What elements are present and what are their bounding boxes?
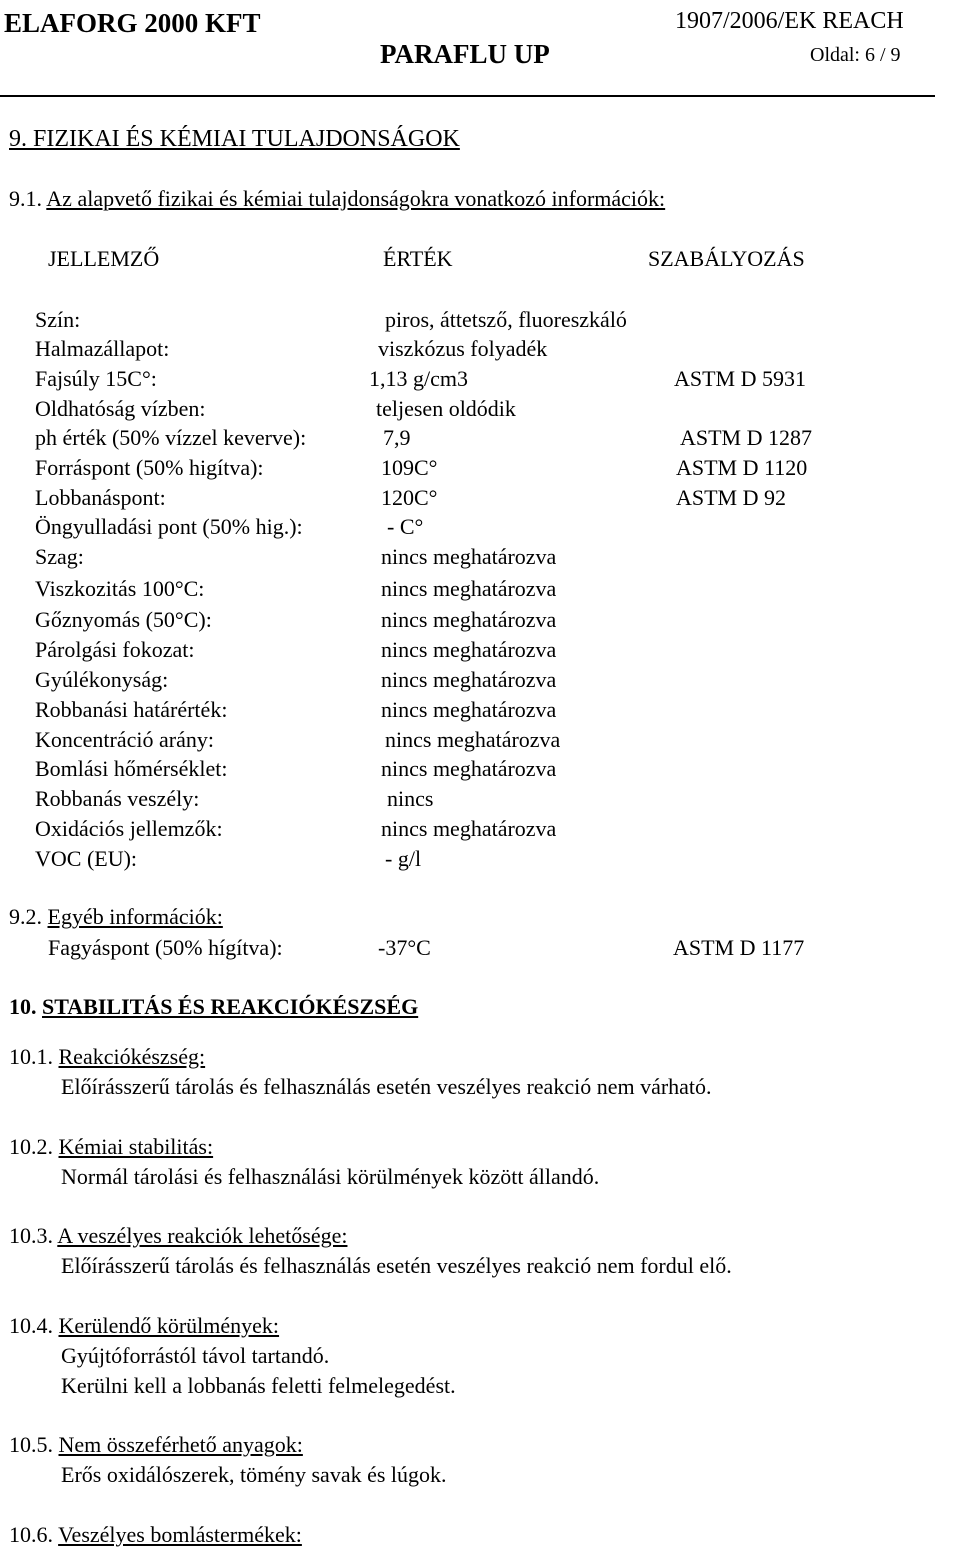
row-label: Szag: xyxy=(35,544,84,569)
subsection-10-6 xyxy=(9,1522,302,1548)
row-value: - g/l xyxy=(385,846,422,871)
freezing-point-value: -37°C xyxy=(378,935,431,960)
subsection-number: 10.1. xyxy=(9,1044,59,1069)
subsection-number: 10.5. xyxy=(9,1432,59,1457)
row-label: Szín: xyxy=(35,307,81,332)
row-label: VOC (EU): xyxy=(35,846,138,871)
row-value: nincs meghatározva xyxy=(381,697,557,722)
row-value: nincs meghatározva xyxy=(381,607,557,632)
row-value: piros, áttetsző, fluoreszkáló xyxy=(385,307,627,332)
row-value: nincs xyxy=(387,786,434,811)
row-label: Párolgási fokozat: xyxy=(35,637,195,662)
subsection-9-2-title: Egyéb információk: xyxy=(47,904,223,929)
row-label: Robbanás veszély: xyxy=(35,786,200,811)
row-label: ph érték (50% vízzel keverve): xyxy=(35,425,307,450)
subsection-number: 10.6. xyxy=(9,1522,59,1547)
row-regulation: ASTM D 1120 xyxy=(676,455,808,480)
section-10-heading: STABILITÁS ÉS REAKCIÓKÉSZSÉG xyxy=(42,994,419,1019)
subsection-title: Nem összeférhető anyagok: xyxy=(58,1432,303,1457)
subsection-text: Erős oxidálószerek, tömény savak és lúgok. xyxy=(61,1462,447,1487)
column-header-property: JELLEMZŐ xyxy=(48,246,160,271)
row-label: Öngyulladási pont (50% hig.): xyxy=(35,514,303,539)
row-label: Robbanási határérték: xyxy=(35,697,228,722)
row-regulation: ASTM D 92 xyxy=(676,485,787,510)
row-value: - C° xyxy=(387,514,424,539)
column-header-value: ÉRTÉK xyxy=(383,246,453,271)
row-label: Oxidációs jellemzők: xyxy=(35,816,223,841)
section-9-title: 9. FIZIKAI ÉS KÉMIAI TULAJDONSÁGOK xyxy=(9,126,460,152)
row-label: Forráspont (50% higítva): xyxy=(35,455,264,480)
subsection-9-1-number: 9.1. xyxy=(9,186,47,211)
row-value: viszkózus folyadék xyxy=(378,336,548,361)
row-label: Bomlási hőmérséklet: xyxy=(35,756,228,781)
row-value: nincs meghatározva xyxy=(381,756,557,781)
subsection-text: Előírásszerű tárolás és felhasználás esetén veszélyes reakció nem fordul elő. xyxy=(61,1253,732,1278)
subsection-9-2-number: 9.2. xyxy=(9,904,48,929)
subsection-text: Gyújtóforrástól távol tartandó. xyxy=(61,1343,330,1368)
row-value: nincs meghatározva xyxy=(381,576,557,601)
subsection-text: Normál tárolási és felhasználási körülmények között állandó. xyxy=(61,1164,600,1189)
subsection-9-2 xyxy=(9,904,223,930)
row-label: Gőznyomás (50°C): xyxy=(35,607,212,632)
freezing-point-regulation: ASTM D 1177 xyxy=(673,935,805,960)
row-value: nincs meghatározva xyxy=(381,544,557,569)
row-value: 109C° xyxy=(381,455,438,480)
subsection-number: 10.4. xyxy=(9,1313,59,1338)
subsection-title: A veszélyes reakciók lehetősége: xyxy=(57,1223,348,1248)
subsection-title: Kémiai stabilitás: xyxy=(58,1134,214,1159)
freezing-point-label: Fagyáspont (50% hígítva): xyxy=(48,935,283,960)
section-10-number: 10. xyxy=(9,994,42,1019)
subsection-text: Előírásszerű tárolás és felhasználás esetén veszélyes reakció nem várható. xyxy=(61,1074,712,1099)
subsection-9-1-title: Az alapvető fizikai és kémiai tulajdonságokra vonatkozó információk: xyxy=(46,186,666,211)
subsection-text: Kerülni kell a lobbanás feletti felmelegedést. xyxy=(61,1373,456,1398)
company-name: ELAFORG 2000 KFT xyxy=(4,8,261,38)
subsection-10-3 xyxy=(9,1223,347,1249)
header-divider xyxy=(0,95,935,97)
subsection-title: Reakciókészség: xyxy=(58,1044,206,1069)
row-label: Oldhatóság vízben: xyxy=(35,396,206,421)
section-10-title xyxy=(9,994,418,1020)
product-name: PARAFLU UP xyxy=(380,39,550,69)
row-value: nincs meghatározva xyxy=(381,637,557,662)
row-regulation: ASTM D 5931 xyxy=(674,366,807,391)
row-value: 7,9 xyxy=(383,425,411,450)
row-label: Koncentráció arány: xyxy=(35,727,214,752)
subsection-10-5 xyxy=(9,1432,303,1458)
regulation-ref: 1907/2006/EK REACH xyxy=(675,8,904,34)
row-value: 120C° xyxy=(381,485,438,510)
row-label: Gyúlékonyság: xyxy=(35,667,169,692)
subsection-10-2 xyxy=(9,1134,213,1160)
row-value: nincs meghatározva xyxy=(381,667,557,692)
subsection-title: Veszélyes bomlástermékek: xyxy=(58,1522,302,1547)
subsection-10-1 xyxy=(9,1044,205,1070)
row-value: 1,13 g/cm3 xyxy=(369,366,468,391)
row-value: teljesen oldódik xyxy=(376,396,516,421)
row-label: Lobbanáspont: xyxy=(35,485,166,510)
row-regulation: ASTM D 1287 xyxy=(680,425,813,450)
subsection-number: 10.2. xyxy=(9,1134,59,1159)
subsection-title: Kerülendő körülmények: xyxy=(58,1313,280,1338)
row-value: nincs meghatározva xyxy=(385,727,561,752)
subsection-9-1 xyxy=(9,186,665,212)
row-value: nincs meghatározva xyxy=(381,816,557,841)
row-label: Halmazállapot: xyxy=(35,336,170,361)
row-label: Fajsúly 15C°: xyxy=(35,366,157,391)
row-label: Viszkozitás 100°C: xyxy=(35,576,205,601)
page-number: Oldal: 6 / 9 xyxy=(810,44,901,66)
subsection-10-4 xyxy=(9,1313,279,1339)
subsection-number: 10.3. xyxy=(9,1223,58,1248)
column-header-regulation: SZABÁLYOZÁS xyxy=(648,246,805,271)
